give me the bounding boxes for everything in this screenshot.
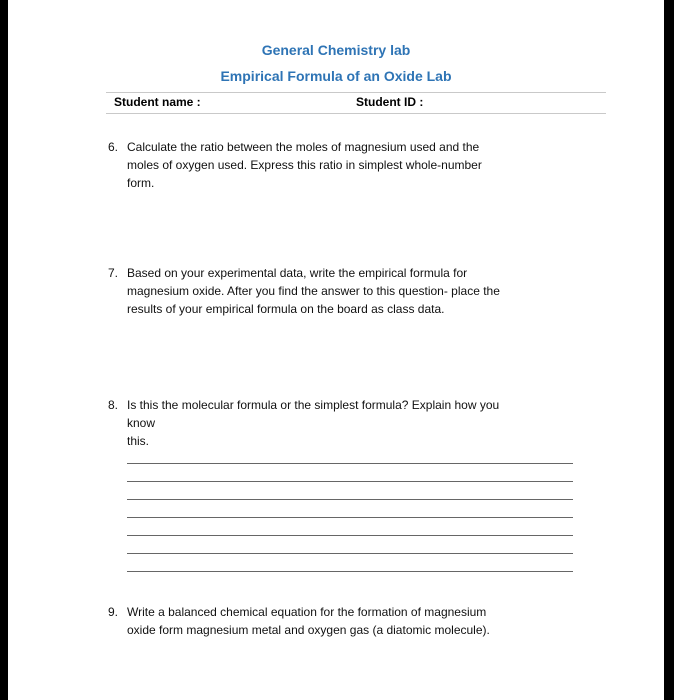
question-text xyxy=(127,138,568,192)
question-line: Based on your experimental data, write the empirical formula for xyxy=(127,266,468,280)
question-text xyxy=(127,264,568,318)
question-line: form. xyxy=(127,176,155,190)
student-name-label: Student name : xyxy=(114,95,201,109)
question-line: know xyxy=(127,416,156,430)
answer-line[interactable] xyxy=(127,553,573,554)
question-7 xyxy=(108,264,568,318)
answer-line[interactable] xyxy=(127,499,573,500)
answer-line[interactable] xyxy=(127,463,573,464)
question-line: magnesium oxide. After you find the answer to this question- place the xyxy=(127,284,500,298)
question-number: 9. xyxy=(108,605,119,619)
question-line: Calculate the ratio between the moles of magnesium used and the xyxy=(127,140,480,154)
question-text xyxy=(127,603,568,639)
worksheet-page xyxy=(8,0,664,700)
question-number: 6. xyxy=(108,140,119,154)
question-6 xyxy=(108,138,568,192)
answer-line[interactable] xyxy=(127,517,573,518)
question-line: this. xyxy=(127,434,150,448)
question-text xyxy=(127,396,568,450)
answer-line[interactable] xyxy=(127,535,573,536)
student-info-row xyxy=(106,92,606,114)
lab-title: Empirical Formula of an Oxide Lab xyxy=(220,68,452,84)
question-line: Write a balanced chemical equation for the formation of magnesium xyxy=(127,605,487,619)
question-number: 8. xyxy=(108,398,119,412)
question-8 xyxy=(108,396,568,450)
answer-line[interactable] xyxy=(127,481,573,482)
question-9 xyxy=(108,603,568,639)
question-line: results of your empirical formula on the board as class data. xyxy=(127,302,445,316)
student-id-label: Student ID : xyxy=(356,95,424,109)
course-title: General Chemistry lab xyxy=(261,42,411,58)
question-line: moles of oxygen used. Express this ratio in simplest whole-number xyxy=(127,158,482,172)
question-line: Is this the molecular formula or the simplest formula? Explain how you xyxy=(127,398,500,412)
question-number: 7. xyxy=(108,266,119,280)
question-line: oxide form magnesium metal and oxygen gas (a diatomic molecule). xyxy=(127,623,490,637)
answer-line[interactable] xyxy=(127,571,573,572)
